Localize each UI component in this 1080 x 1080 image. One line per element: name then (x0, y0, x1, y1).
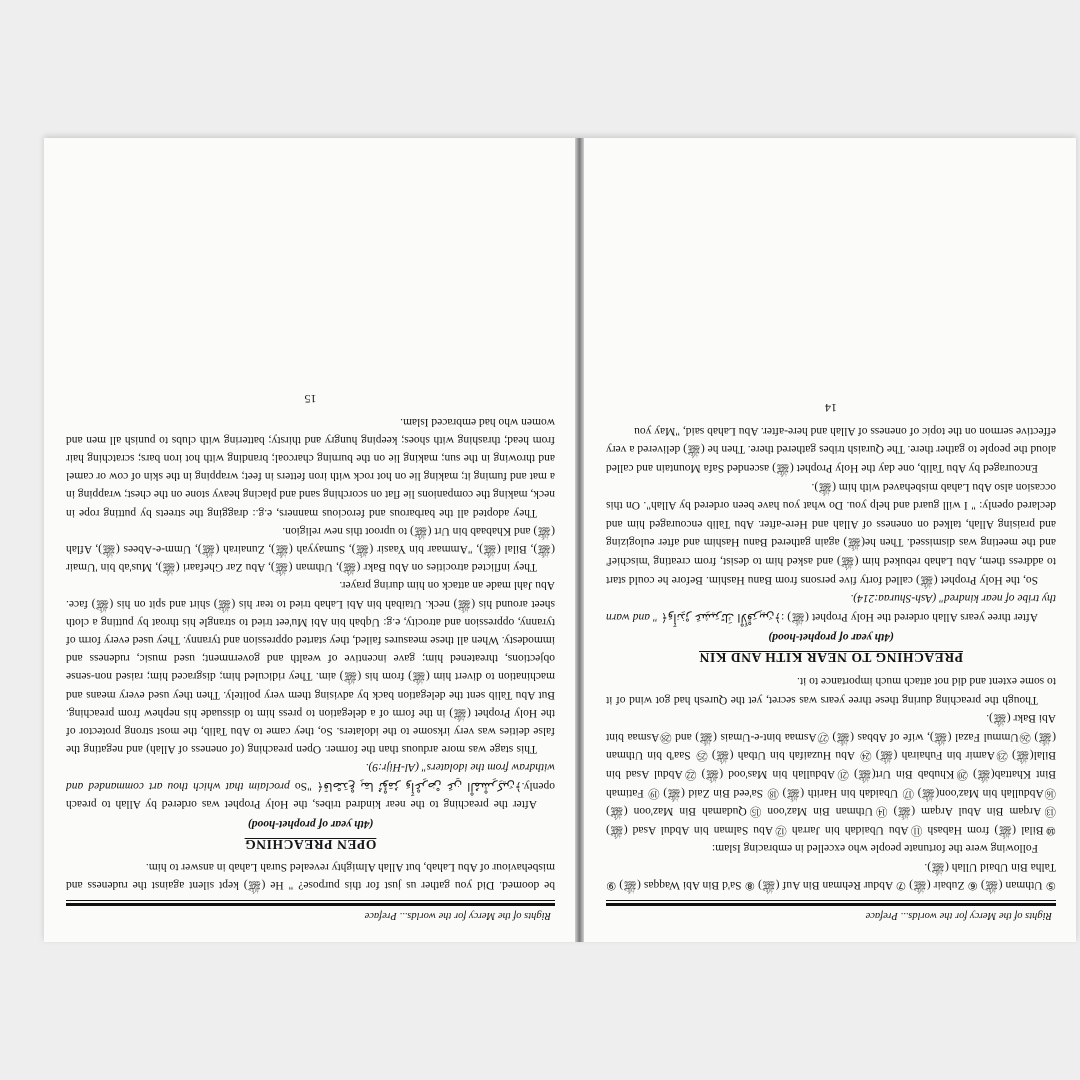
book-spread (44, 138, 1076, 942)
right-paragraph-2: After the preaching to the near kindred tribes, the Holy Prophet was ordered by Allah to preach openly.﴿فَاصْدَعْ بِمَا تُؤْمَرُ وَأَعْرِضْ عَنِ الْمُشْرِكِينَ﴾ "So proclaim that which thou art commanded and withdraw from the idolaters" (Al-Hijr:9). (66, 761, 555, 810)
right-paragraph-4: They inflicted atrocities on Abu Bakr (ﷺ), Uthman (ﷺ), Abu Zar Ghefaari (ﷺ), Mus'ab bin 'Umair (ﷺ), Bilal (ﷺ), "Ammaar bin Yaasir (ﷺ), Sumayyah (ﷺ), Zunairah (ﷺ), Umm-e-Abees (ﷺ), Aflah (ﷺ) and Khabaab bin Urt (ﷺ) to uproot this new religion. (65, 524, 555, 574)
right-paragraph-3: This stage was more arduous than the former. Open preaching (of oneness of Allah) and negating the false deities was very irksome to the idolaters. So, they came to Abu Talib, the most strong protector of the Holy Prophet (ﷺ) in the form of a delegation to press him to dissuade his nephew from preaching. But Abu Talib sent the delegation back by advising them very politely. Then they used every means and machination to divert him (ﷺ) from his (ﷺ) aim. They ridiculed him; disgraced him; raised non-sense objections, threatened him; gave incentive of wealth and government; used music, rudeness and immodesty. When all these measures failed, they started oppression and tyranny. They used every form of tyranny, oppression and atrocity, e.g: Uqbah bin Abi Mu'eet tried to strangle his throat by putting a cloth sheet around his (ﷺ) neck. Utaibah bin Abi Lahab tried to tear his (ﷺ) shirt and spit on his (ﷺ) face. Abu Jahl made an attack on him during prayer. (65, 579, 555, 756)
book-gutter (575, 138, 584, 942)
page-number-15: 15 (304, 392, 317, 407)
left-paragraph-5: After three years Allah ordered the Holy Prophet (ﷺ) :﴿وَأَنذِرْ عَشِيرَتَكَ الْأَقْرَبِينَ﴾ " and warn thy tribe of near kindred" (Ash-Shuraa:214). (606, 592, 1056, 623)
right-paragraph-1: be doomed. Did you gather us just for this purpose? " He (ﷺ) kept silent against the rudeness and misbehaviour of Abu Lahab, but Allah Almighty revealed Surah Lahab in answer to him. (66, 861, 555, 892)
header-rule-thin-right (66, 901, 555, 902)
page-number-14: 14 (825, 401, 837, 416)
page-15 (44, 138, 575, 942)
section-subheading-left: (4th year of prophet-hood) (768, 631, 894, 644)
left-paragraph-2: Following were the fortunate people who excelled in embracing Islam: (711, 842, 1038, 855)
left-paragraph-4: Though the preaching during these three years was secret, yet the Quresh had got wind of it to some extent and did not attach much importance to it. (606, 674, 1056, 706)
left-paragraph-6: So, the Holy Prophet (ﷺ) called forty five persons from Banu Hashim. Before he could start to address them, Abu Lahab rebuked him (ﷺ) and asked him to desist, from creating 'mischief' and the meeting was dismissed. Then he(ﷺ) again gathered Banu Hashim and after eulogizing and praising Allah, talked on oneness of Allah and Here-after. Abu Talib encouraged him and declared openly: " I will guard and help you. Do what you have been ordered by Allah". On this occasion also Abu Lahab misbehaved with him (ﷺ). (606, 480, 1056, 586)
header-rule-thick-right (66, 904, 555, 907)
right-paragraph-5: They adopted all the barbarous and ferocious manners, e.g.: dragging the streets by putting rope in neck, making the companions lie flat on scorching sand and placing heavy stone on the chest; wrapping in a mat and fuming it; making lie on hot rock with iron fetters in feet; wrapping in the skin of cow or camel and throwing in the sun; making lie on the burning charcoal; branding with hot iron bars; scratching hair from head; thrashing with shoes; keeping hungry and thirsty; battering with clubs to punish all men and women who had embraced Islam. (66, 415, 555, 519)
section-subheading-right: (4th year of prophet-hood) (247, 818, 374, 831)
left-paragraph-1: ⑤ Uthman (ﷺ) ⑥ Zubair (ﷺ) ⑦ Abdur Rehman Bin Auf (ﷺ) ⑧ Sa'd Bin Abi Waqqas (ﷺ) ⑨ Talha Bin Ubaid Ullah (ﷺ). (606, 860, 1056, 892)
running-head-right: Rights of the Mercy for the worlds... Preface (364, 910, 551, 921)
left-paragraph-7: Encouraged by Abu Talib, one day the Holy Prophet (ﷺ) ascended Safa Mountain and called aloud the people to gather there. The Quraish tribes gathered there. Then he (ﷺ) delivered a very effective sermon on the topic of oneness of Allah and here-after. Abu Lahab said, "May you (605, 424, 1056, 475)
page-14 (584, 138, 1076, 942)
left-paragraph-3: ⑩Bilal (ﷺ) from Habash ⑪Abu Ubaidah bin Jarrah ⑫Abu Salman bin Abdul Asad (ﷺ) ⑬Arqam Bin Abul Arqam (ﷺ) ⑭Uthman Bin Maz'oon ⑮Qudamah Bin Maz'oon (ﷺ) ⑯Abdullah bin Maz'oon(ﷺ) ⑰ Ubaidah bin Harith (ﷺ) ⑱ Sa'eed Bin Zaid (ﷺ) ⑲ Fatimah Bint Khattab(ﷺ) ⑳Khubab Bin Urt(ﷺ) ㉑Abdullah bin Mas'ood (ﷺ) ㉒Abdul Asad bin Bilal(ﷺ) ㉓Aamir bin Fuhairah (ﷺ) ㉔ Abu Huzaifah bin Utbah (ﷺ) ㉕ Saa'b bin Uthman (ﷺ) ㉖Ummul Fazal (ﷺ), wife of Abbas (ﷺ) ㉗Asmaa bint-e-Umais (ﷺ) and ㉘Asmaa bint Abi Bakr (ﷺ). (605, 712, 1056, 836)
section-heading-open-preaching: OPEN PREACHING (244, 837, 377, 853)
section-heading-kith-kin: PREACHING TO NEAR KITH AND KIN (699, 650, 963, 666)
running-head-left: Rights of the Mercy for the worlds... Preface (865, 910, 1052, 921)
header-rule-thin (606, 901, 1056, 902)
header-rule-thick (606, 904, 1056, 907)
